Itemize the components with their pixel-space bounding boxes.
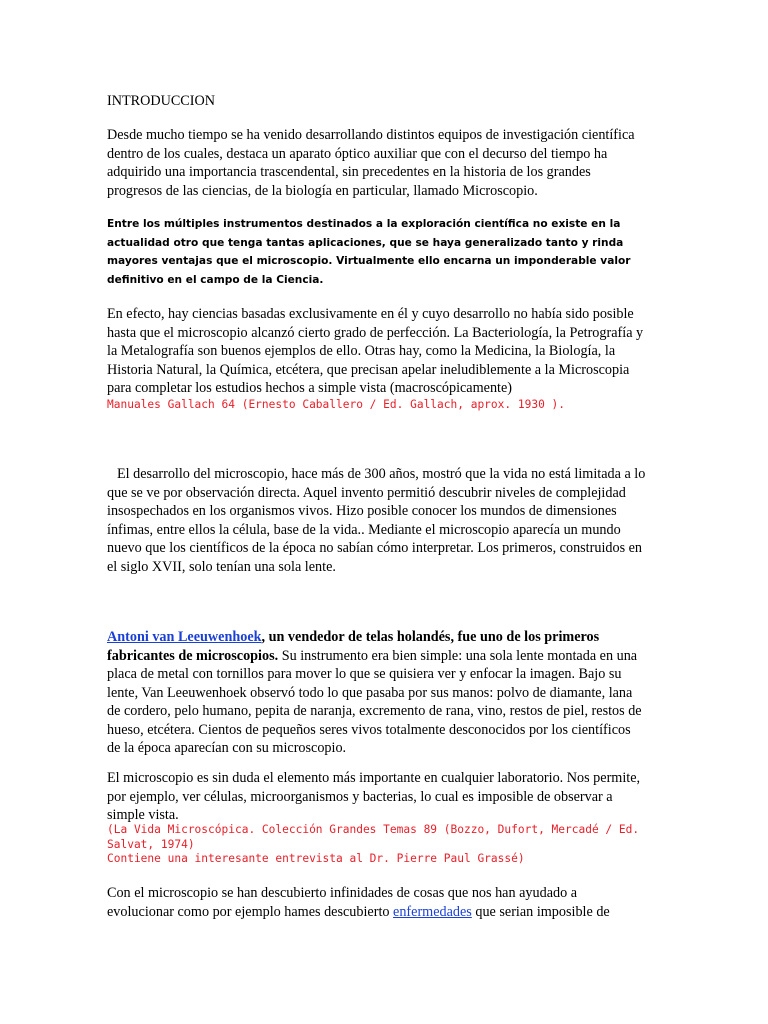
leeuwenhoek-paragraph xyxy=(107,628,647,758)
enfermedades-link[interactable]: enfermedades xyxy=(393,903,472,920)
page-title: INTRODUCCION xyxy=(107,93,215,109)
reference-salvat: (La Vida Microscópica. Colección Grandes Temas 89 (Bozzo, Dufort, Mercadé / Ed. Salvat, 1974) xyxy=(107,823,640,851)
leeuwenhoek-bold-text: , un vendedor de telas holandés, fue uno de los primeros fabricantes de microscopios. xyxy=(107,629,600,664)
leeuwenhoek-link[interactable]: Antoni van Leeuwenhoek xyxy=(107,629,262,645)
intro-paragraph: Desde mucho tiempo se ha venido desarrollando distintos equipos de investigación científica dentro de los cuales, destaca un aparato óptico auxiliar que con el decurso del tiempo ha adquirido una importancia trascendental, sin precedentes en la historia de los grandes progresos de las ciencias, de la biología en particular, llamado Microscopio. xyxy=(107,127,635,199)
reference-grasse: Contiene una interesante entrevista al Dr. Pierre Paul Grassé) xyxy=(107,852,525,865)
leeuwenhoek-text: Su instrumento era bien simple: una sola lente montada en una placa de metal con tornillos para mover lo que se quisiera ver y enfocar la imagen. Bajo su lente, Van Leeuwenhoek observó todo lo que pasaba por sus manos: polvo de diamante, lana de cordero, pelo humano, pepita de naranja, excremento de rana, vino, restos de piel, restos de hueso, etcétera. Cientos de pequeños seres vivos totalmente desconocidos por los científicos de la época aparecían con su microscopio. xyxy=(107,647,642,756)
discoveries-paragraph xyxy=(107,884,647,921)
development-paragraph: El desarrollo del microscopio, hace más de 300 años, mostró que la vida no está limitada a lo que se ve por observación directa. Aquel invento permitió descubrir niveles de complejidad insospechados en los organismos vivos. Hizo posible conocer los mundos de dimensiones ínfimas, entre ellos la célula, base de la vida.. Mediante el microscopio aparecía un mundo nuevo que los científicos de la época no sabían cómo interpretar. Los primeros, construidos en el siglo XVII, solo tenían una sola lente. xyxy=(107,466,646,575)
sciences-paragraph: En efecto, hay ciencias basadas exclusivamente en él y cuyo desarrollo no había sido posible hasta que el microscopio alcanzó cierto grado de perfección. La Bacteriología, la Petrografía y la Metalografía son buenos ejemplos de ello. Otras hay, como la Medicina, la Biología, la Historia Natural, la Química, etcétera, que precisan apelar ineludiblemente a la Microscopia para completar los estudios hechos a simple vista (macroscópicamente) xyxy=(107,306,644,396)
reference-gallach: Manuales Gallach 64 (Ernesto Caballero / Ed. Gallach, aprox. 1930 ). xyxy=(107,398,566,411)
laboratory-paragraph: El microscopio es sin duda el elemento más importante en cualquier laboratorio. Nos permite, por ejemplo, ver células, microorganismos y bacterias, lo cual es imposible de observar a simple vista. xyxy=(107,770,641,823)
discoveries-text-end: que serian imposible de xyxy=(471,903,610,920)
discoveries-text-start: Con el microscopio se han descubierto infinidades de cosas que nos han ayudado a evolucionar como por ejemplo hames descubierto xyxy=(107,885,578,920)
instruments-paragraph: Entre los múltiples instrumentos destinados a la exploración científica no existe en la actualidad otro que tenga tantas aplicaciones, que se haya generalizado tanto y rinda mayores ventajas que el microscopio. Virtualmente ello encarna un imponderable valor definitivo en el campo de la Ciencia. xyxy=(107,218,631,286)
